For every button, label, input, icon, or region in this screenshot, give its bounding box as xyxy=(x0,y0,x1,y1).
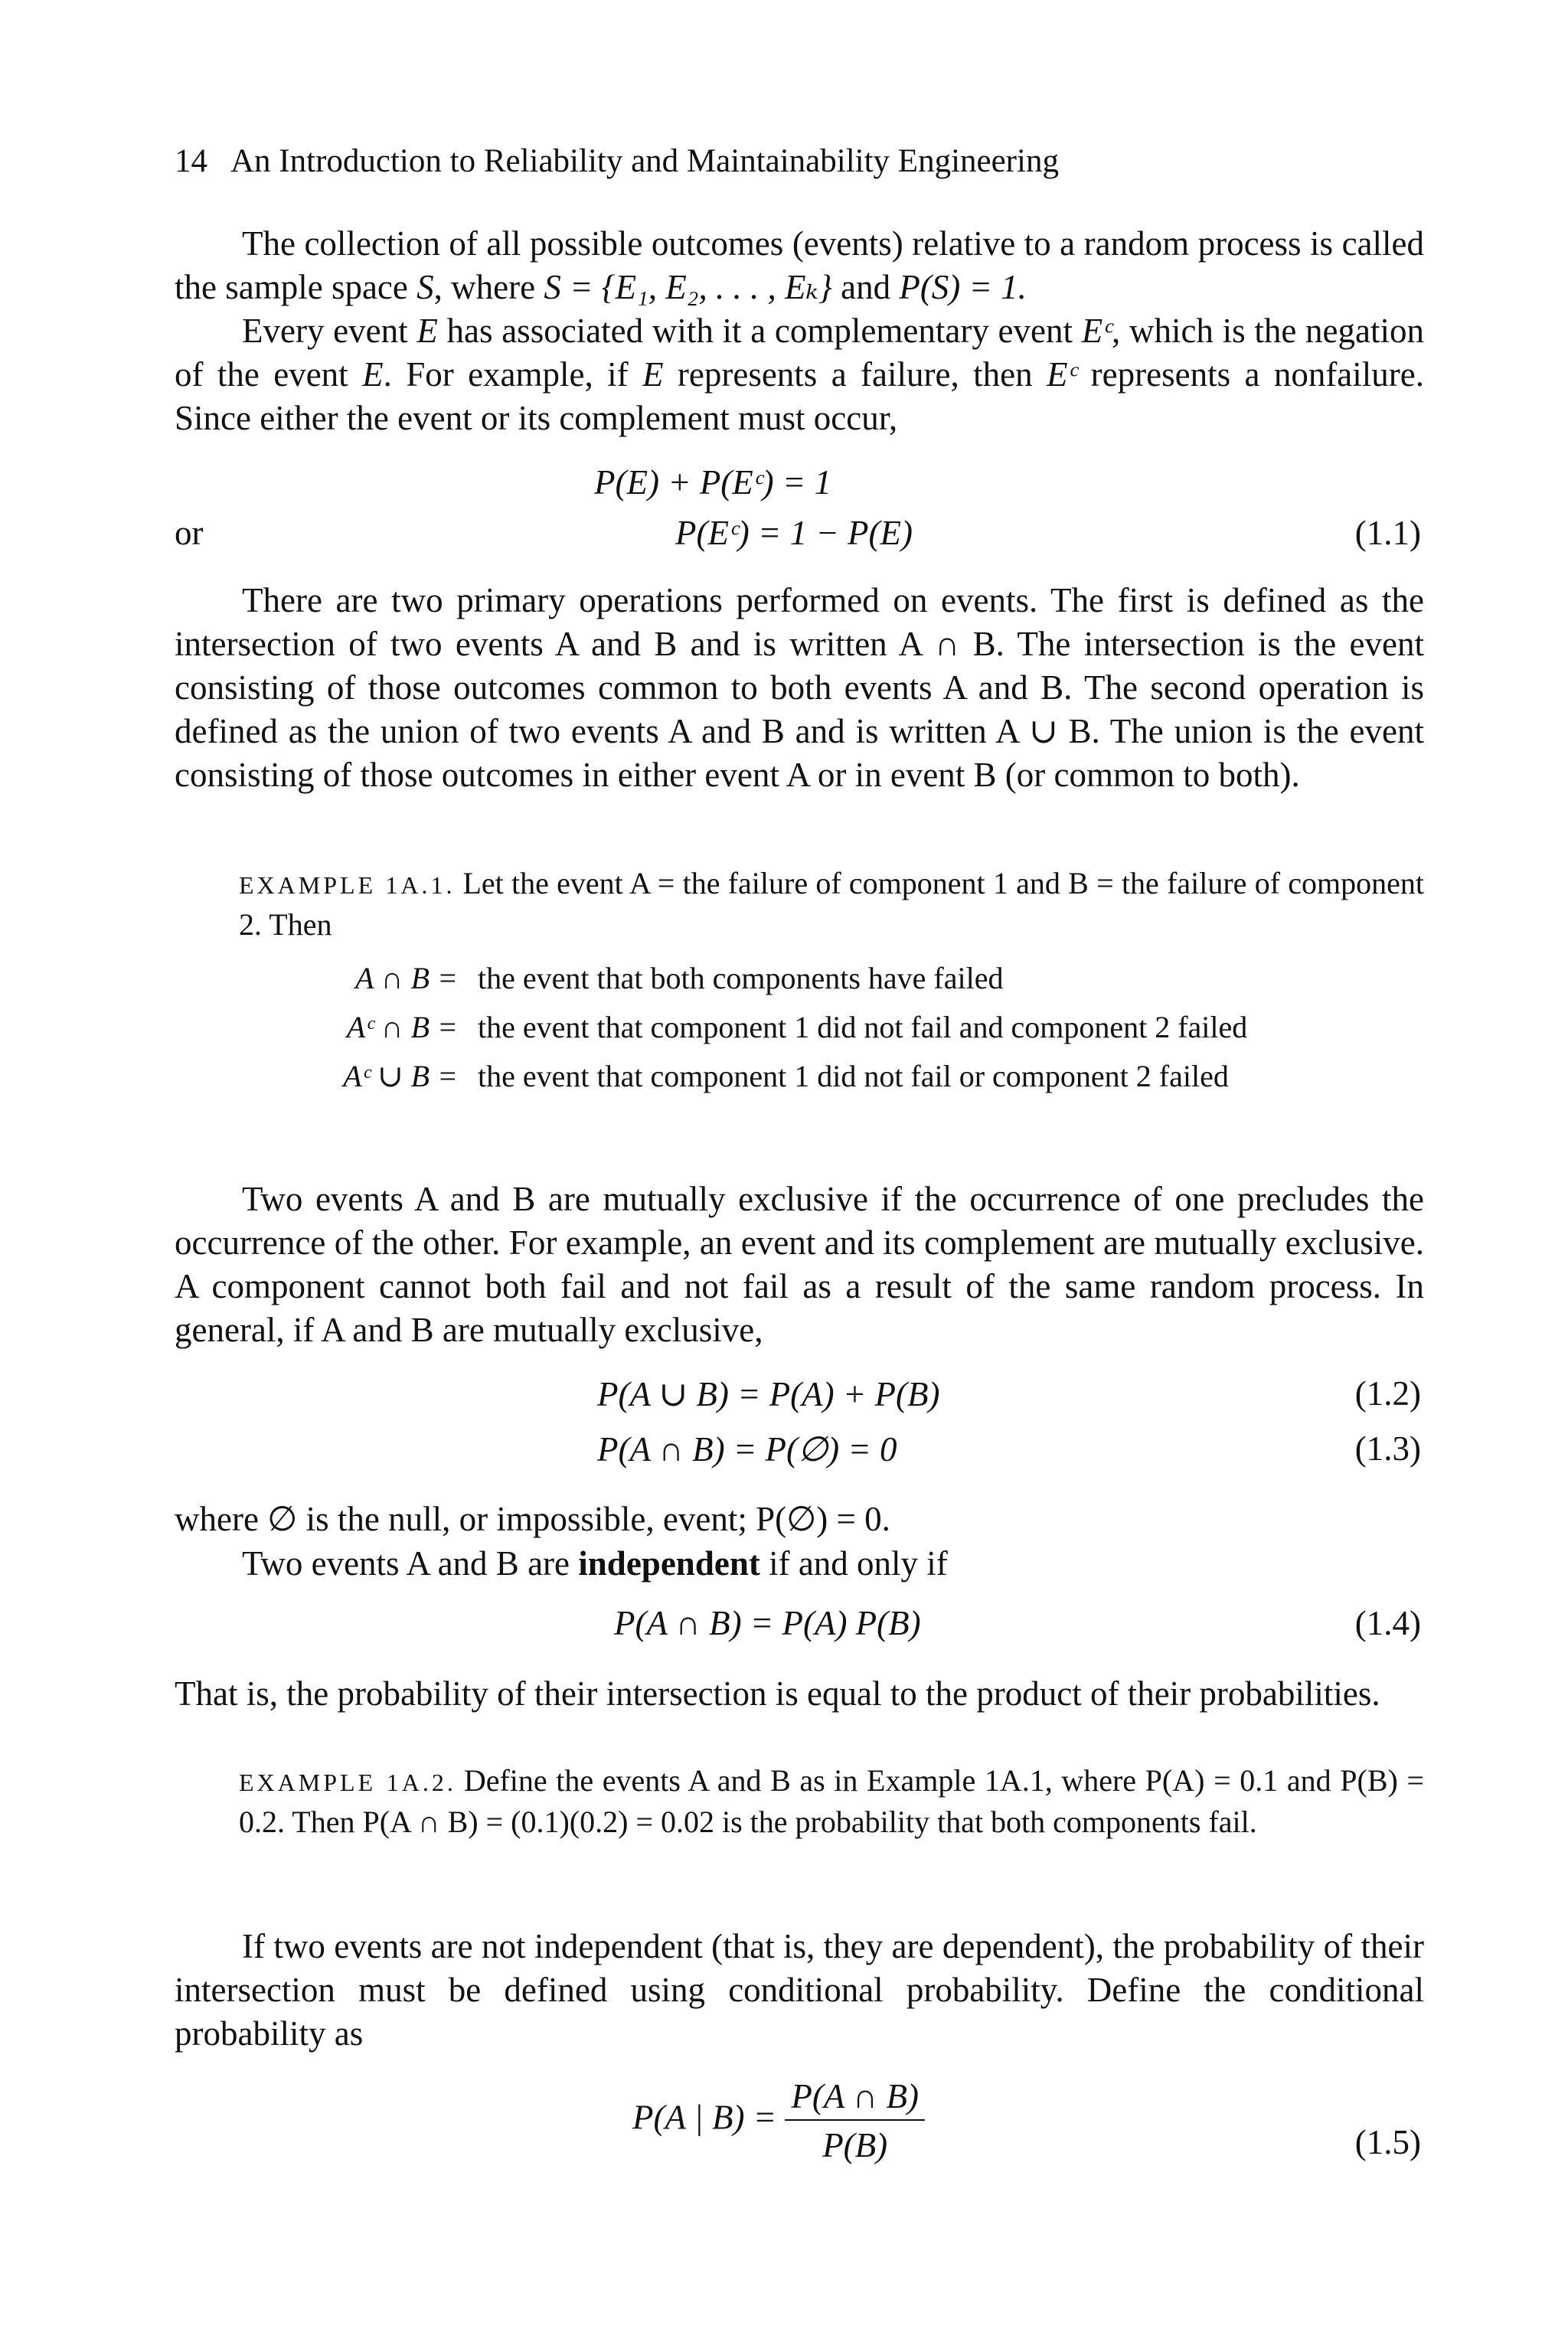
paragraph-mutually-exclusive: Two events A and B are mutually exclusive if the occurrence of one precludes the occurrence of the other. For example, an event and its complement are mutually exclusive. A component cannot both fail and not fail as a result of the same random process. In general, if A and B are mutually exclusive, xyxy=(175,1180,1424,1349)
symbol: S xyxy=(416,268,434,306)
paragraph-product: That is, the probability of their intersection is equal to the product of their probabilities. xyxy=(175,1674,1380,1713)
paragraph-sample-space xyxy=(175,222,1424,309)
equation-number-1-1: (1.1) xyxy=(1354,514,1421,552)
symbol: E xyxy=(362,355,384,394)
text-run: , which is the negation of the event xyxy=(175,312,1424,394)
text-run: has associated with it a complementary event xyxy=(437,312,1082,350)
fraction-numerator: P(A ∩ B) xyxy=(785,2076,925,2121)
definition-list xyxy=(328,960,1323,1113)
equation-1-5 xyxy=(632,2076,925,2165)
equation-number-1-5: (1.5) xyxy=(1354,2123,1421,2161)
definition-term: A ∩ B = xyxy=(354,961,458,995)
symbol: Eᶜ xyxy=(1081,312,1112,350)
text-run: if and only if xyxy=(760,1544,948,1583)
fraction xyxy=(785,2076,925,2165)
paragraph-null-event: where ∅ is the null, or impossible, event; P(∅) = 0. xyxy=(175,1500,890,1538)
equation-1-3: P(A ∩ B) = P(∅) = 0 xyxy=(597,1430,897,1468)
example-label: EXAMPLE 1A.1. xyxy=(239,871,456,899)
definition-text: the event that component 1 did not fail or component 2 failed xyxy=(478,1059,1229,1093)
symbol: Eᶜ xyxy=(1046,355,1077,394)
example-text: Define the events A and B as in Example 1A.1, where P(A) = 0.1 and P(B) = 0.2. Then P(A ∩ B) = (0.1)(0.2) = 0.02 is the probability that both components fail. xyxy=(239,1763,1425,1839)
paragraph-complement xyxy=(175,309,1424,440)
example-1a1 xyxy=(239,864,1424,945)
text-run: , where xyxy=(433,268,544,306)
equation-1-2: P(A ∪ B) = P(A) + P(B) xyxy=(597,1375,940,1413)
equation-1-4: P(A ∩ B) = P(A) P(B) xyxy=(614,1604,921,1642)
equation-number-1-4: (1.4) xyxy=(1354,1604,1421,1642)
fraction-denominator: P(B) xyxy=(822,2126,888,2164)
paragraph-conditional: If two events are not independent (that is, they are dependent), the probability of their intersection must be defined using conditional probability. Define the conditional probability as xyxy=(175,1927,1424,2053)
text-run: . For example, if xyxy=(383,355,643,394)
running-header xyxy=(175,142,1059,180)
text-run: represents a failure, then xyxy=(663,355,1047,394)
definition-term: Aᶜ ∩ B = xyxy=(346,1010,458,1044)
definition-text: the event that both components have failed xyxy=(478,961,1004,995)
example-label: EXAMPLE 1A.2. xyxy=(239,1769,456,1796)
symbol: E xyxy=(642,355,664,394)
equation-number-1-2: (1.2) xyxy=(1354,1374,1421,1413)
symbol: E xyxy=(416,312,438,350)
equation-lhs: P(A | B) = xyxy=(632,2098,777,2137)
equation-1-1: P(Eᶜ) = 1 − P(E) xyxy=(675,514,913,552)
paragraph-independent xyxy=(175,1542,1424,1586)
text-run: The collection of all possible outcomes (events) relative to a random process is called the sample space xyxy=(175,224,1424,306)
set-expression: S = {E₁, E₂, . . . , Eₖ} xyxy=(544,268,832,306)
definition-text: the event that component 1 did not fail and component 2 failed xyxy=(478,1010,1248,1044)
text-run: and xyxy=(831,268,900,306)
equation-complement-sum: P(E) + P(Eᶜ) = 1 xyxy=(594,463,831,501)
term-independent: independent xyxy=(578,1544,760,1583)
text-run: represents a nonfailure. Since either the event or its complement must occur, xyxy=(175,355,1424,437)
or-label: or xyxy=(175,514,204,552)
example-1a2 xyxy=(239,1761,1424,1842)
definition-term: Aᶜ ∪ B = xyxy=(343,1059,458,1093)
running-title: An Introduction to Reliability and Maintainability Engineering xyxy=(230,143,1059,179)
equation-number-1-3: (1.3) xyxy=(1354,1429,1421,1468)
text-run: Every event xyxy=(242,312,417,350)
probability-expression: P(S) = 1. xyxy=(899,268,1027,306)
paragraph-operations: There are two primary operations performed on events. The first is defined as the intersection of two events A and B and is written A ∩ B. The intersection is the event consisting of those outcomes common to both events A and B. The second operation is defined as the union of two events A and B and is written A ∪ B. The union is the event consisting of those outcomes in either event A or in event B (or common to both). xyxy=(175,581,1424,794)
page-number: 14 xyxy=(175,143,207,179)
text-run: Two events A and B are xyxy=(242,1544,579,1583)
example-text: Let the event A = the failure of component 1 and B = the failure of component 2. Then xyxy=(239,866,1425,942)
